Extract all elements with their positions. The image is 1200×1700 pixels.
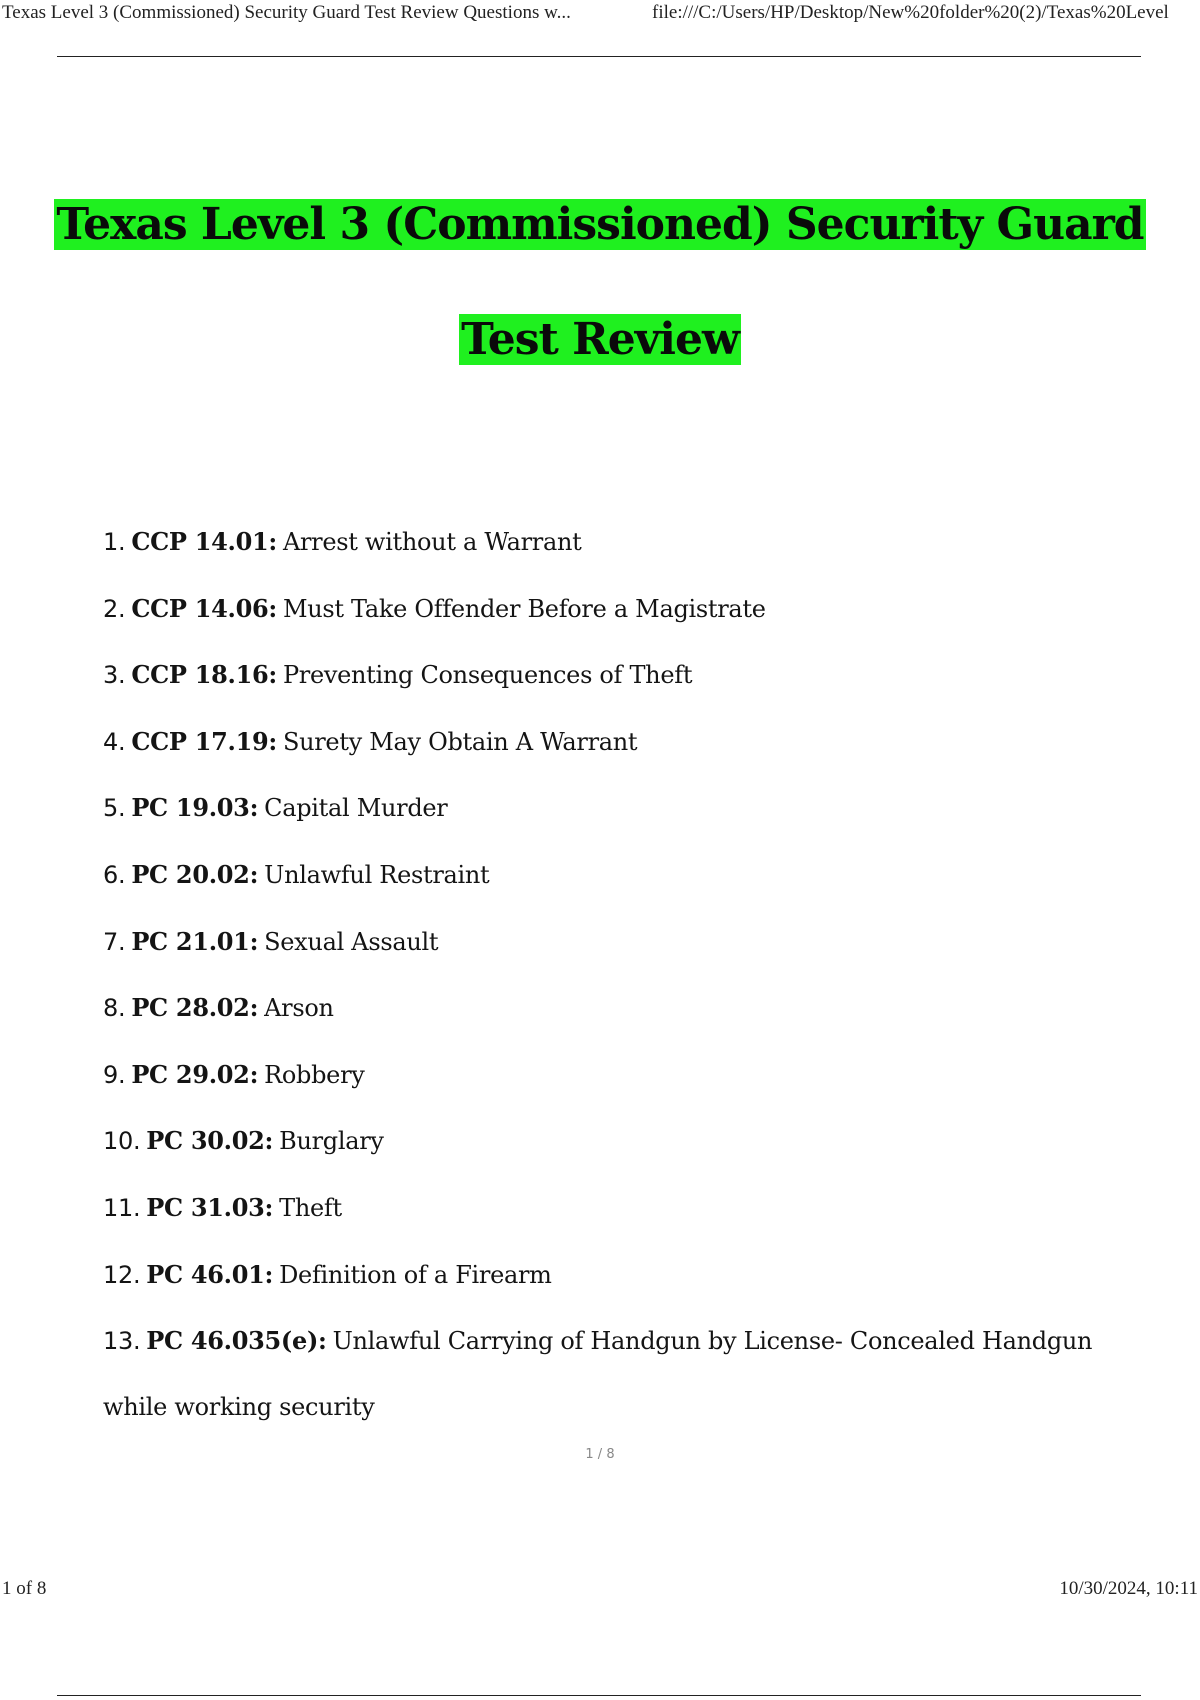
print-footer-page: 1 of 8 [2,1578,47,1599]
item-code: CCP 14.01: [131,527,277,556]
item-description: Unlawful Carrying of Handgun by License- Concealed Handgun [332,1327,1093,1356]
item-description: Definition of a Firearm [279,1260,552,1289]
item-code: PC 29.02: [131,1059,259,1089]
list-item [103,984,1103,1051]
item-description: Must Take Offender Before a Magistrate [282,594,766,623]
list-item [103,1251,1103,1318]
item-number: 4. [103,727,126,756]
item-description: Sexual Assault [264,927,439,956]
item-code: PC 28.02: [131,993,259,1023]
item-code: PC 46.01: [146,1259,274,1289]
footer-divider [57,1695,1141,1696]
item-code: CCP 14.06: [131,593,277,623]
item-number: 2. [103,594,126,623]
list-item [103,518,1103,585]
list-item [103,585,1103,652]
item-code: PC 46.035(e): [146,1326,327,1356]
item-number: 6. [103,860,126,889]
list-item [103,1317,1103,1431]
item-number: 1. [103,528,126,556]
item-description: Arrest without a Warrant [282,528,582,556]
header-divider [57,56,1141,57]
print-footer-datetime: 10/30/2024, 10:11 [1059,1578,1198,1599]
item-number: 9. [103,1060,126,1089]
item-code: PC 30.02: [146,1126,274,1156]
print-header [0,0,1200,26]
document-title-line-2 [0,311,1200,369]
list-item [103,918,1103,985]
item-code: PC 31.03: [146,1192,274,1222]
list-item [103,784,1103,851]
item-description: Burglary [279,1127,384,1156]
page-indicator: 1 / 8 [585,1447,615,1462]
item-number: 7. [103,927,126,956]
list-item [103,1117,1103,1184]
list-item [103,718,1103,785]
item-code: CCP 18.16: [131,660,277,690]
item-description: Preventing Consequences of Theft [282,661,693,690]
item-description: Theft [279,1193,342,1222]
item-description: Robbery [264,1060,365,1089]
list-item [103,1184,1103,1251]
document-title-line-1 [0,196,1200,254]
item-description: Arson [264,994,334,1023]
item-number: 10. [103,1127,141,1156]
item-code: PC 21.01: [131,926,259,956]
review-list [103,518,1103,1431]
item-number: 11. [103,1193,141,1222]
list-item [103,1051,1103,1118]
item-description: Capital Murder [264,794,448,823]
print-header-title: Texas Level 3 (Commissioned) Security Guard Test Review Questions w... [2,2,571,23]
item-code: PC 20.02: [131,859,259,889]
print-header-url: file:///C:/Users/HP/Desktop/New%20folder%20(2)/Texas%20Level [652,2,1169,23]
list-item [103,851,1103,918]
item-code: CCP 17.19: [131,726,277,756]
item-number: 8. [103,994,126,1023]
item-number: 5. [103,794,126,823]
item-code: PC 19.03: [131,793,259,823]
item-description: Unlawful Restraint [264,860,490,889]
item-description: Surety May Obtain A Warrant [282,727,638,756]
item-description-continuation: while working security [103,1393,375,1422]
item-number: 13. [103,1327,141,1356]
title-highlight-1: Texas Level 3 (Commissioned) Security Guard [56,199,1144,250]
title-highlight-2: Test Review [461,314,739,365]
item-number: 12. [103,1260,141,1289]
list-item [103,651,1103,718]
item-number: 3. [103,661,126,690]
